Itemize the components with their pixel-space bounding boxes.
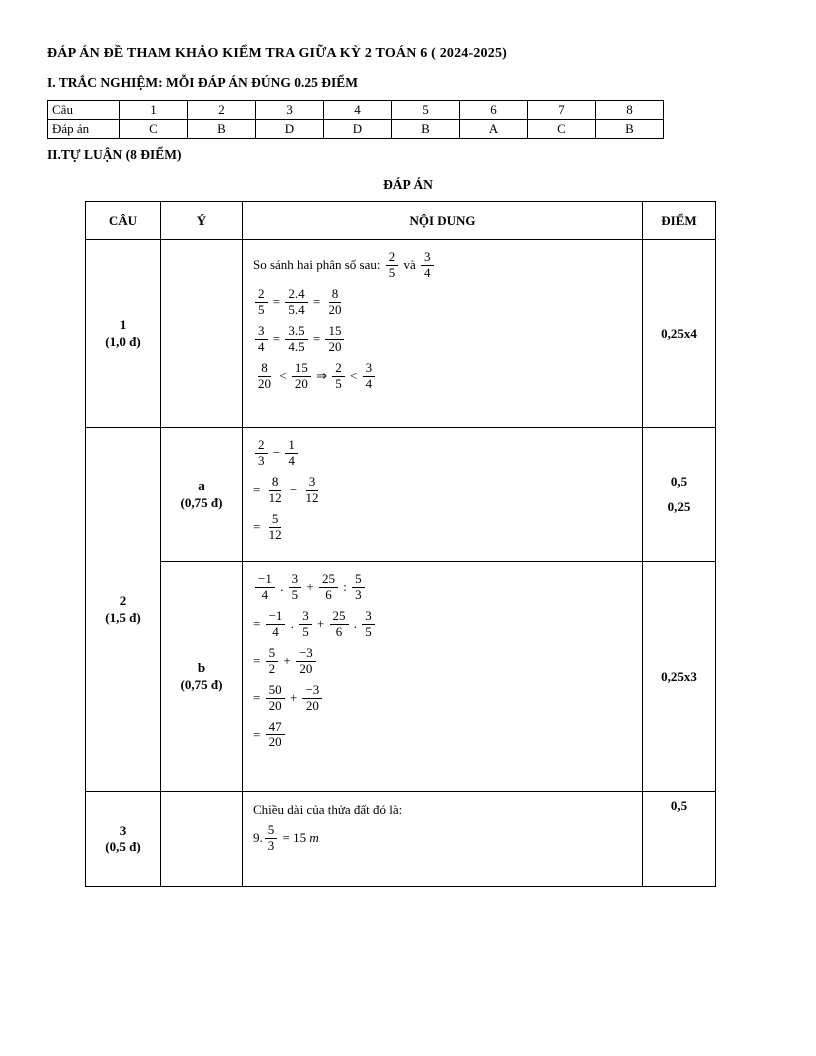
score-value: 0,25x3 [661,668,697,684]
math-text: + [286,690,301,706]
question3-score-cell [643,792,716,887]
mcq-answer-cell: B [596,120,664,139]
fraction: $\frac{50}{20}$ [266,683,285,714]
question2b-part-cell [161,562,243,792]
mcq-answer-cell: D [324,120,392,139]
mcq-answer-cell: B [392,120,460,139]
math-line [253,801,632,818]
essay-header-diem: ĐIỂM [643,202,716,240]
fraction: $\frac{2.4}{5.4}$ [285,287,307,318]
mcq-answer-cell: A [460,120,528,139]
math-text: + [313,616,328,632]
mcq-answer-cell: D [256,120,324,139]
mcq-question-cell: 4 [324,101,392,120]
essay-answer-table [85,201,716,887]
math-line [253,571,632,604]
fraction: $\frac{3}{5}$ [362,609,375,640]
math-line [253,719,632,752]
question-number: 1 [119,317,127,333]
math-line [253,822,632,855]
sub-question-label: a [198,478,205,494]
fraction: $\frac{3}{12}$ [305,473,319,505]
math-text: Chiều dài của thửa đất đó là: [253,801,403,817]
mcq-question-cell: 6 [460,101,528,120]
score-value: 0,5 [670,798,688,813]
math-text: + [280,653,294,669]
math-text: . [287,616,298,632]
math-line [253,645,632,678]
math-line [253,511,632,544]
sub-question-label: b [197,660,206,676]
fraction: $\frac{5}{2}$ [266,646,279,677]
mcq-question-cell: 8 [596,101,664,120]
score-value: 0,25 [667,499,691,514]
fraction: $\frac{5}{3}$ [352,572,365,603]
fraction: $\frac{3}{4}$ [255,324,268,355]
fraction: $\frac{-3}{20}$ [296,646,316,677]
fraction: $\frac{-3}{20}$ [302,683,322,714]
math-text: So sánh hai phân số sau: [253,257,384,273]
fraction: $\frac{2}{5}$ [332,361,345,392]
fraction: $\frac{3.5}{4.5}$ [285,324,307,355]
math-line [253,608,632,641]
sub-question-points: (0,75 đ) [180,494,223,510]
essay-header-row [86,202,716,240]
mcq-question-cell: 7 [528,101,596,120]
math-line [253,286,632,319]
math-text: = [253,519,264,535]
question-number: 3 [119,822,127,838]
math-text: = [269,294,284,310]
math-line [253,249,632,282]
question-points: (1,5 đ) [105,609,141,625]
mcq-question-cell: 1 [120,101,188,120]
fraction: $\frac{3}{4}$ [363,361,376,392]
fraction: $\frac{8}{20}$ [328,285,342,317]
question2a-part-cell [161,428,243,562]
essay-header-cau: CÂU [86,202,161,240]
fraction: $\frac{47}{20}$ [266,720,285,751]
question2b-row [86,562,716,792]
fraction: $\frac{8}{12}$ [268,473,282,505]
math-text: < [276,368,290,384]
essay-header-noidung: NỘI DUNG [243,202,643,240]
question1-row [86,240,716,428]
math-text: . [350,616,361,632]
math-text: 9. [253,830,263,846]
mcq-answer-cell: C [528,120,596,139]
question-points: (1,0 đ) [105,333,141,349]
math-text: m [309,830,319,846]
math-line [253,360,632,393]
question2a-score-cell [643,428,716,562]
math-line [253,437,632,470]
math-text: + [303,579,317,595]
mcq-answer-cell: B [188,120,256,139]
math-text: : [339,579,351,595]
question3-number-cell [86,792,161,887]
mcq-row-label: Câu [48,101,120,120]
fraction: $\frac{5}{3}$ [265,823,278,854]
question1-part-cell [161,240,243,428]
mcq-question-row [48,101,664,120]
fraction: $\frac{3}{5}$ [289,572,302,603]
mcq-question-cell: 2 [188,101,256,120]
score-value: 0,5 [670,474,688,489]
fraction: $\frac{15}{20}$ [325,324,344,355]
fraction: $\frac{2}{5}$ [255,287,268,318]
math-text: . [276,579,287,595]
mcq-row-label: Đáp án [48,120,120,139]
score-value: 0,25x4 [661,325,697,341]
question1-number-cell [86,240,161,428]
sub-question-points: (0,75 đ) [180,676,223,692]
mcq-answer-row [48,120,664,139]
fraction: $\frac{-1}{4}$ [255,572,275,603]
question2b-score-cell [643,562,716,792]
math-text: = [253,653,264,669]
section2-heading: II.TỰ LUẬN (8 ĐIỂM) [47,147,182,162]
answer-table-title: ĐÁP ÁN [383,177,433,192]
question3-row [86,792,716,887]
section1-heading: I. TRẮC NGHIỆM: MỖI ĐÁP ÁN ĐÚNG 0.25 ĐIỂM [47,75,359,90]
question-number: 2 [119,593,127,609]
question2a-content-cell [243,428,643,562]
fraction: $\frac{1}{4}$ [285,438,298,469]
question2-number-cell [86,428,161,792]
fraction: $\frac{2}{5}$ [386,250,399,281]
document-title: ĐÁP ÁN ĐỀ THAM KHẢO KIỂM TRA GIỮA KỲ 2 TOÁN 6 ( 2024-2025) [47,46,508,61]
math-text: và [400,257,419,273]
fraction: $\frac{8}{20}$ [258,359,271,391]
question-points: (0,5 đ) [105,839,141,854]
question3-part-cell [161,792,243,887]
fraction: $\frac{2}{3}$ [255,438,268,469]
fraction: $\frac{25}{6}$ [319,572,338,603]
fraction: $\frac{3}{4}$ [421,250,434,281]
fraction: $\frac{3}{5}$ [299,609,312,640]
math-text: = [253,616,264,632]
math-text: − [286,482,301,498]
question2b-content-cell [243,562,643,792]
math-text: = [309,331,324,347]
math-text: = [269,331,284,347]
fraction: $\frac{5}{12}$ [268,510,282,542]
fraction: $\frac{25}{6}$ [330,609,349,640]
math-text: = [253,690,264,706]
math-text: = [253,482,264,498]
math-text: < [346,368,361,384]
mcq-question-cell: 3 [256,101,324,120]
fraction: $\frac{-1}{4}$ [266,609,286,640]
math-line [253,474,632,507]
question3-content-cell [243,792,643,887]
mcq-answer-table [47,100,664,139]
essay-header-y: Ý [161,202,243,240]
question1-score-cell [643,240,716,428]
question1-content-cell [243,240,643,428]
question2a-row [86,428,716,562]
math-text: − [269,445,284,461]
mcq-question-cell: 5 [392,101,460,120]
math-text: = [309,294,324,310]
mcq-answer-cell: C [120,120,188,139]
math-text: = 15 [279,830,310,846]
math-line [253,323,632,356]
math-text: ⇒ [312,368,331,384]
fraction: $\frac{15}{20}$ [292,361,311,392]
math-line [253,682,632,715]
math-text: = [253,726,264,742]
